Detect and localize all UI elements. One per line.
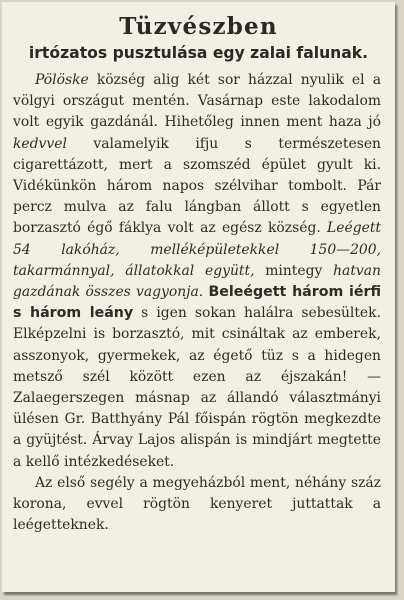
paragraph-1-text-b: valamelyik ifju s természetesen cigarettázott, mert a szomszéd épület gyult ki. Vidékünkön három napos szélvihar tombolt. Pár percz mulva az falu lángban állott s egyetlen borzasztó égő fáklya volt az egész község. [13,135,381,237]
paragraph-1-text-c: mintegy [254,262,334,279]
victims-phrase: Beleégett három iérfi s három leány [13,284,382,322]
burned-houses-phrase: Leégett 54 lakóház, melléképületekkel 150—200, takarmánnyal, állatokkal együtt, [13,220,381,279]
farmers-phrase: hatvan gazdának összes vagyonja. [13,262,381,301]
italic-kedvvel: kedvvel [13,135,67,152]
paragraph-1-text-e: s igen sokan halálra sebesültek. Elképzelni is borzasztó, mit csináltak az emberek, asszonyok, gyermekek, az égető tüz s a hidegen metsző szél között ezen az éjszakán! — Zalaegerszegen másnap az állandó választmányi ülésen Gr. Batthyány Pál főispán rögtön megkezdte a gyüjtést. Árvay Lajos alispán is mindjárt megtette a kellő intézkedéseket. [13,305,381,470]
newspaper-clipping [2,2,395,592]
paragraph-2: Az első segély a megyeházból ment, néhány száz korona, evvel rögtön kenyeret juttattak a leégetteknek. [13,474,381,534]
paragraph-1-text-a: község alig két sor házzal nyulik el a völgyi országut mentén. Vasárnap este lakodalom volt egyik gazdánál. Hihetőleg innen ment haza jó [13,72,381,131]
article-subheadline: irtózatos pusztulása egy zalai falunak. [28,44,369,62]
article-headline: Tüzvészben [119,13,278,40]
article-body [13,70,381,536]
paragraph-1 [13,70,381,473]
village-name: Pölöske [35,72,89,88]
